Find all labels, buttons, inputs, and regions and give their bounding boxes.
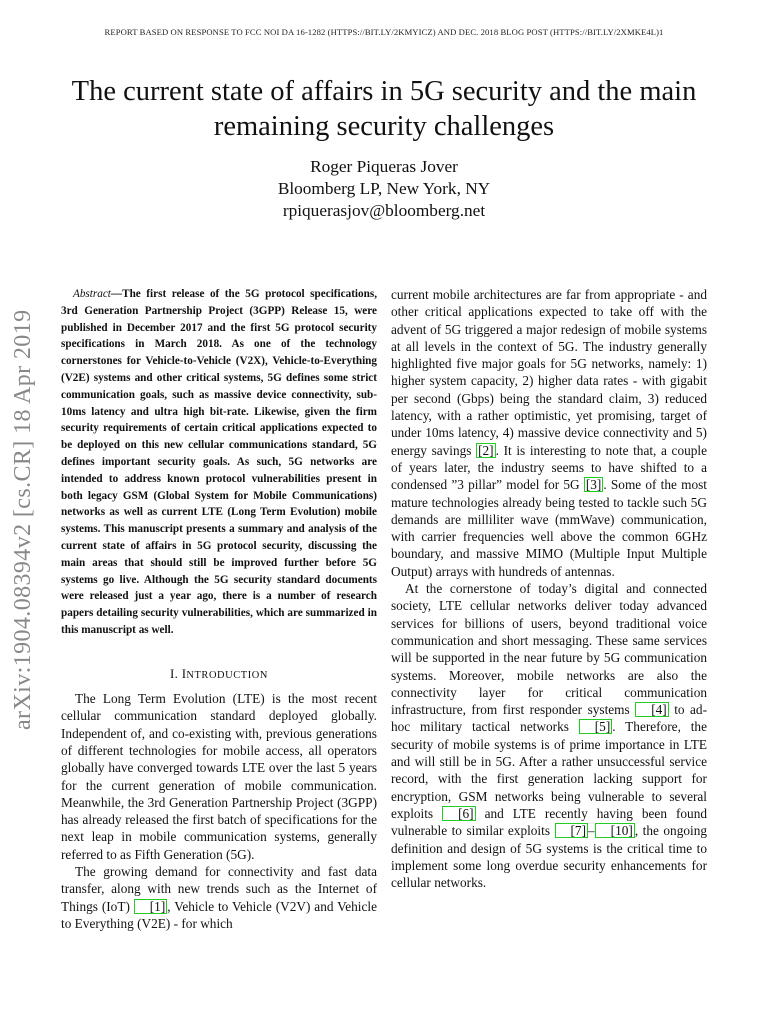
text-run: and LTE recently having been found vulnerable to similar exploits — [391, 805, 707, 839]
citation-link[interactable]: [10] — [595, 823, 635, 838]
citation-link[interactable]: [7] — [555, 823, 589, 838]
citation-link[interactable]: [4] — [635, 702, 669, 717]
citation-link[interactable]: [1] — [134, 899, 168, 914]
text-run: . Therefore, the security of mobile systems is of prime importance in LTE and will still be in 5G. After a rather unsuccessful service record, with the first generation lacking support for encryption, GSM networks being vulnerable to several exploits — [391, 719, 707, 821]
section-numeral: I. — [169, 665, 182, 681]
text-run: to ad-hoc military tactical networks — [391, 702, 707, 735]
left-column — [61, 286, 377, 932]
right-column — [391, 286, 707, 891]
section-title-initial: I — [181, 665, 187, 681]
intro-paragraph-2-continued — [391, 286, 707, 580]
abstract — [61, 286, 377, 639]
citation-link[interactable]: [5] — [579, 719, 613, 734]
intro-paragraph-3 — [391, 580, 707, 891]
citation-link[interactable]: [6] — [442, 806, 476, 821]
running-header: REPORT BASED ON RESPONSE TO FCC NOI DA 16-1282 (HTTPS://BIT.LY/2KMYICZ) AND DEC. 2018 BLOG POST (HTTPS://BIT.LY/2XMKE4L)1 — [104, 27, 664, 37]
text-run: . It is interesting to note that, a couple of years later, the industry seems to have shifted to a condensed ”3 pillar” model for 5G — [391, 442, 707, 493]
citation-link[interactable]: [2] — [478, 442, 494, 458]
abstract-text: —The first release of the 5G protocol specifications, 3rd Generation Partnership Project (3GPP) Release 15, were published in December 2017 and the first 5G protocol security specifications in March 2018. As one of the technology cornerstones for Vehicle-to-Vehicle (V2X), Vehicle-to-Everything (V2E) systems and other critical systems, 5G defines some strict communication goals, such as massive device connectivity, sub-10ms latency and ultra high bit-rate. Likewise, given the firm security requirements of certain critical applications expected to be deployed on this new cellular communications standard, 5G defines important security goals. As such, 5G networks are intended to address known protocol vulnerabilities present in both legacy GSM (Global System for Mobile Communications) networks as well as current LTE (Long Term Evolution) mobile systems. This manuscript presents a summary and analysis of the current state of affairs in 5G protocol security, discussing the main areas that should still be improved further before 5G systems go live. Although the 5G security standard documents were released just a year ago, there is a number of research papers detailing security vulnerabilities, which are summarized in this manuscript as well. — [61, 288, 377, 636]
text-run: At the cornerstone of today’s digital and connected society, LTE cellular networks deliver today advanced services for billions of users, beyond traditional voice communication and short messaging. These same services will be supported in the near future by 5G communication systems. Moreover, mobile networks are also the connectivity layer for critical communication infrastructure, from first responder systems — [391, 581, 707, 718]
arxiv-stamp-text: arXiv:1904.08394v2 [cs.CR] 18 Apr 2019 — [10, 309, 36, 730]
text-run: . Some of the most mature technologies already being tested to tackle such 5G demands are milliliter wave (mmWave) communication, with carrier frequencies well above the common 6GHz boundary, and massive MIMO (Multiple Input Multiple Output) arrays with hundreds of antennas. — [391, 477, 707, 579]
intro-paragraph-1: The Long Term Evolution (LTE) is the most recent cellular communication standard deployed globally. Independent of, and co-existing with, previous generations of different technologies for mobile access, all operators globally have converged towards LTE over the last 5 years for the current generation of mobile communication. Meanwhile, the 3rd Generation Partnership Project (3GPP) has already released the first batch of specifications for the next leap in mobile communication systems, generally referred to as Fifth Generation (5G). — [61, 691, 377, 862]
text-run: current mobile architectures are far from appropriate - and other critical applications expected to take off with the advent of 5G triggered a major redesign of mobile systems at all levels in the context of 5G. The industry generally highlighted five major goals for 5G networks, namely: 1) higher system capacity, 2) higher data rates - with gigabit per second (Gbps) being the standard claim, 3) reduced latency, with a rather optimistic, yet promising, target of under 10ms latency, 4) massive device connectivity and 5) energy savings — [391, 287, 707, 458]
arxiv-stamp — [6, 270, 46, 730]
section-title-rest: NTRODUCTION — [186, 669, 268, 681]
text-run: The growing demand for connectivity and fast data transfer, along with new trends such as the Internet of Things (IoT) — [61, 864, 377, 914]
author-email: rpiquerasjov@bloomberg.net — [282, 201, 486, 220]
abstract-label: Abstract — [73, 288, 111, 300]
author-name: Roger Piqueras Jover — [310, 157, 458, 176]
intro-paragraph-2 — [61, 863, 377, 932]
paper-title: The current state of affairs in 5G security and the main remaining security challenges — [71, 76, 697, 142]
section-heading-introduction — [61, 665, 377, 684]
author-affiliation: Bloomberg LP, New York, NY — [277, 179, 491, 198]
range-dash: – — [588, 823, 595, 839]
citation-link[interactable]: [3] — [585, 477, 602, 493]
text-run: , the ongoing definition and design of 5G systems is the critical time to implement some long overdue security enhancements for cellular networks. — [391, 823, 707, 891]
author-block — [0, 156, 768, 222]
text-run: , Vehicle to Vehicle (V2V) and Vehicle to Everything (V2E) - for which — [61, 898, 377, 931]
